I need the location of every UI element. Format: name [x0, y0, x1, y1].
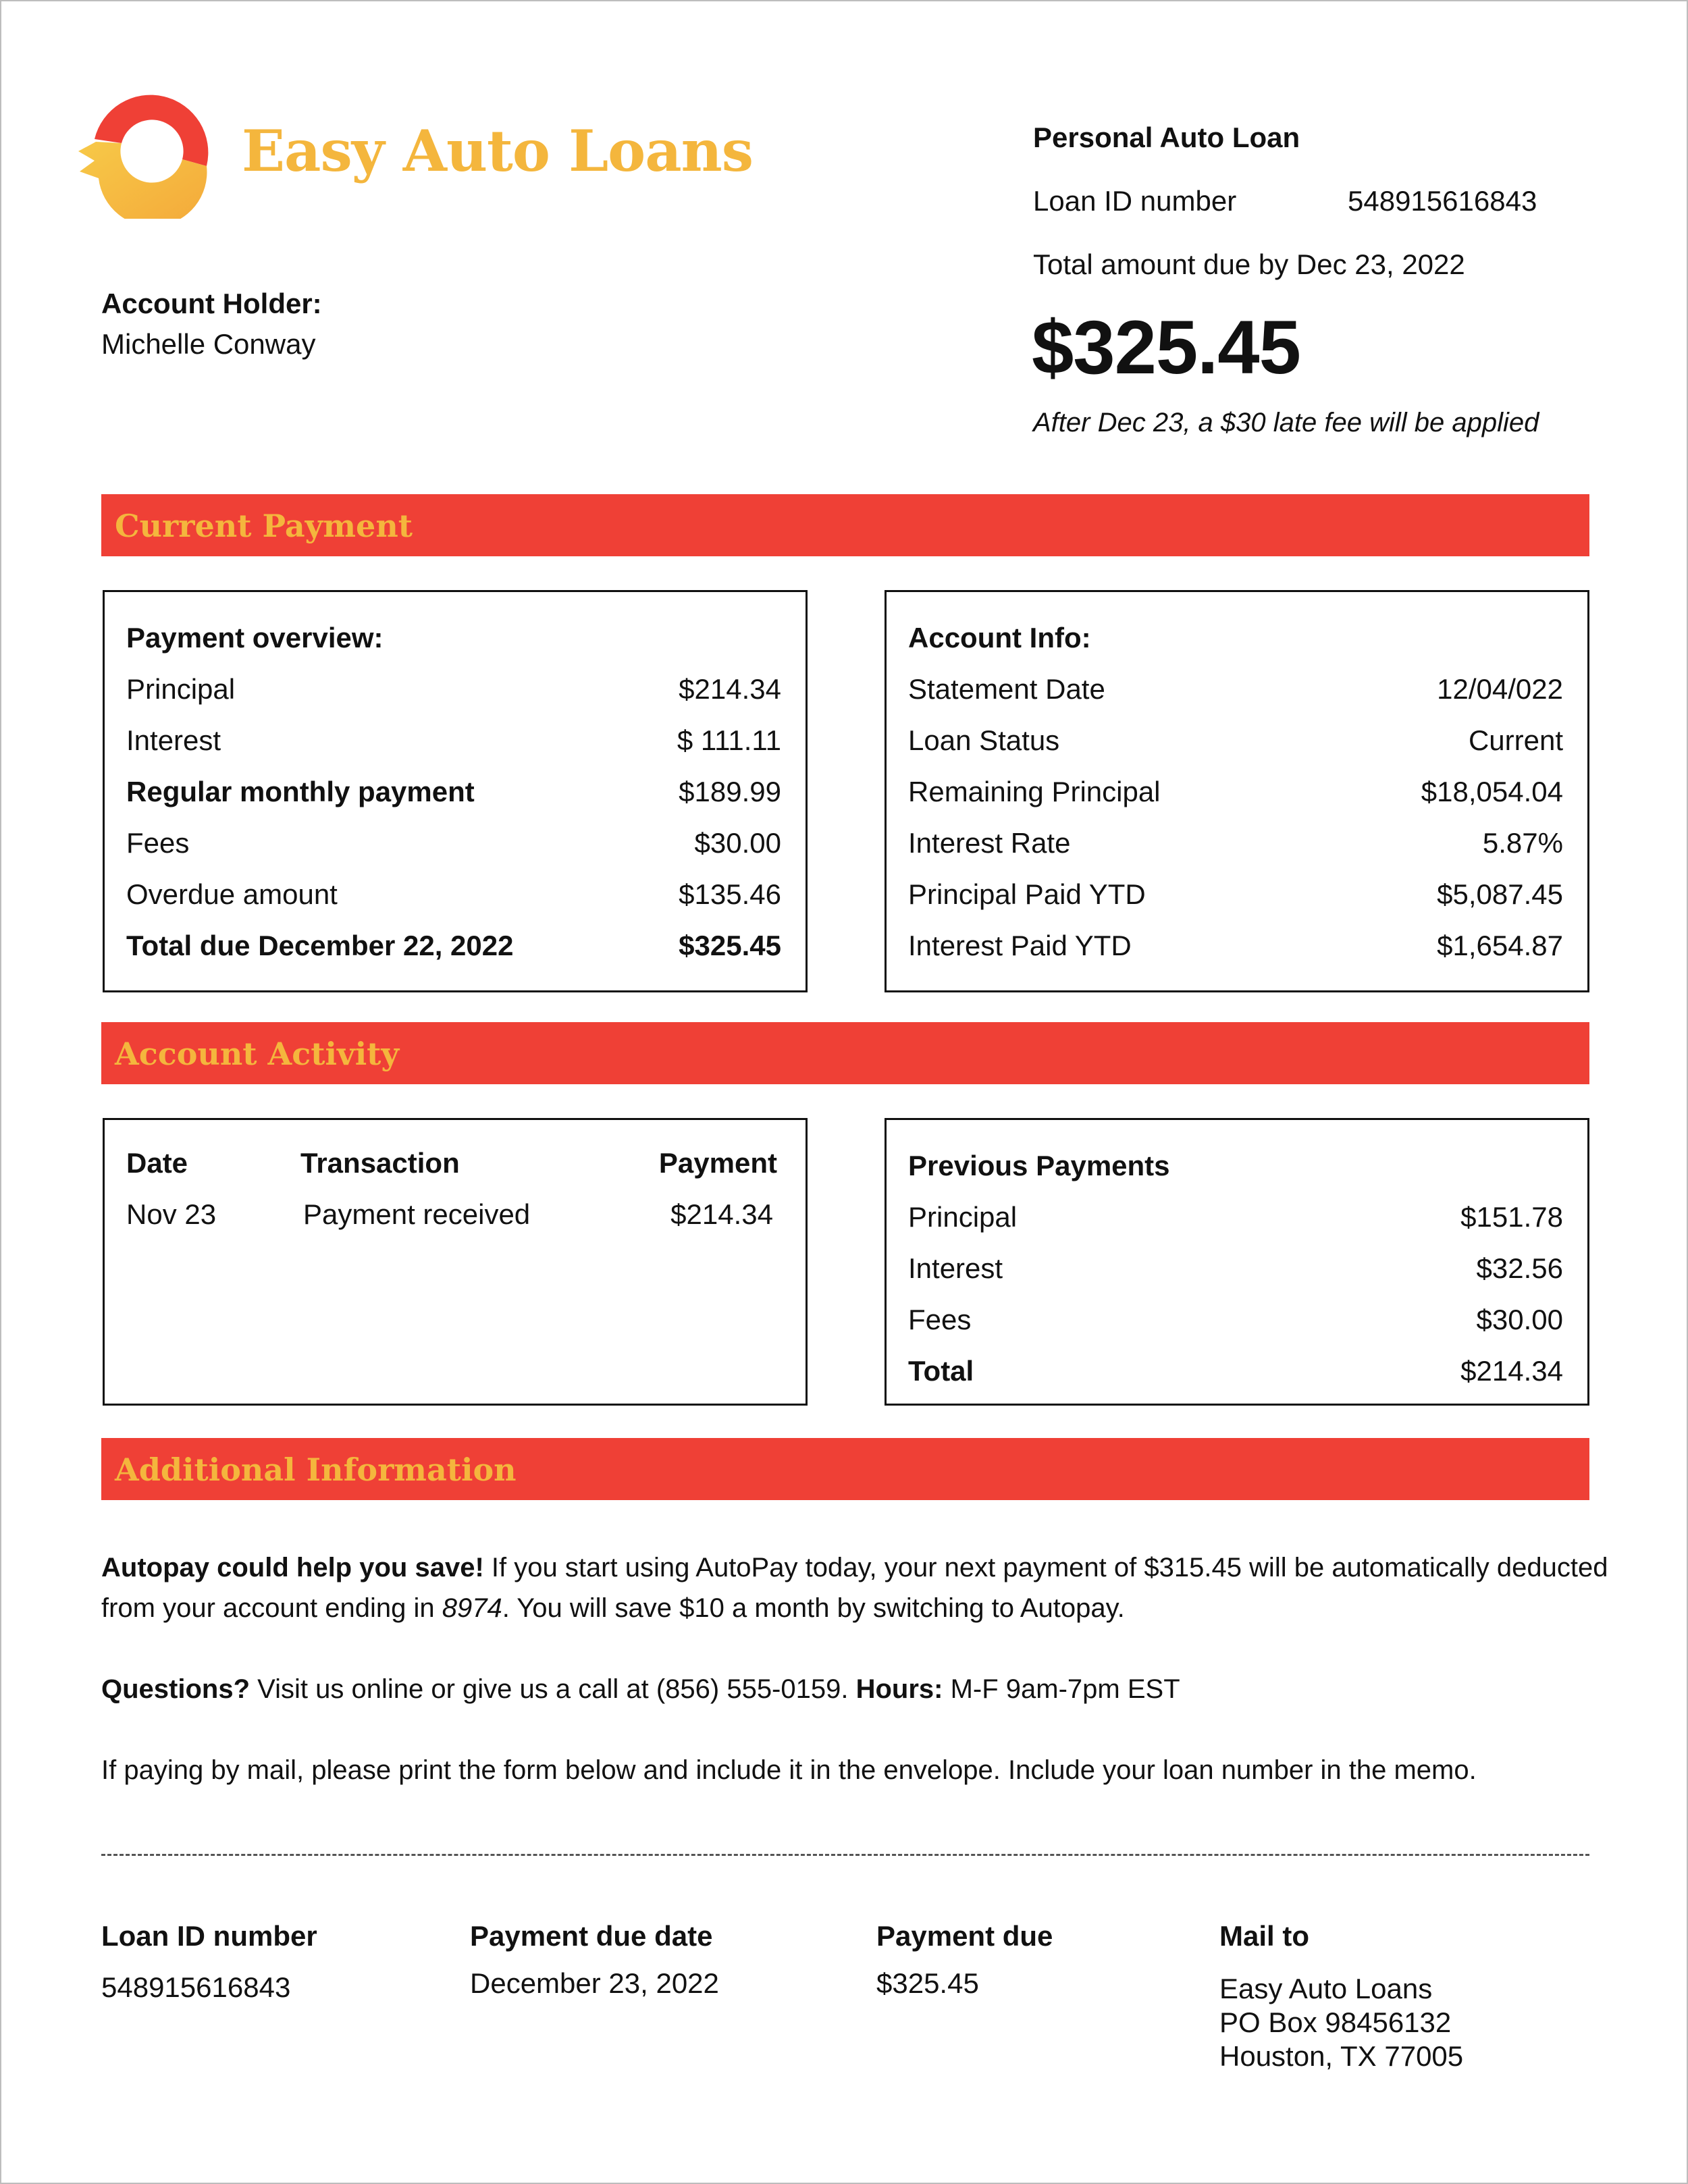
loan-id-label: Loan ID number	[1033, 185, 1237, 217]
box-title: Previous Payments	[908, 1150, 1170, 1181]
box-title: Payment overview:	[126, 622, 384, 654]
box-title: Account Info:	[908, 622, 1091, 654]
list-item: Interest $ 111.11	[126, 724, 781, 756]
column-header-transaction: Transaction	[300, 1147, 460, 1179]
list-item: Fees $30.00	[908, 1304, 1563, 1335]
list-item: Interest $32.56	[908, 1252, 1563, 1284]
section-title: Account Activity	[115, 1036, 400, 1072]
activity-date: Nov 23	[126, 1198, 217, 1230]
remit-mail-address-line2: PO Box 98456132	[1219, 2006, 1452, 2038]
remit-loan-id-label: Loan ID number	[101, 1920, 317, 1952]
remit-due-date: December 23, 2022	[470, 1967, 719, 1999]
section-bar-additional-info	[101, 1438, 1589, 1500]
total-row: Total due December 22, 2022 $325.45	[126, 930, 781, 961]
questions-paragraph: Questions? Visit us online or give us a call at (856) 555-0159. Hours: M-F 9am-7pm EST	[101, 1674, 1180, 1704]
list-item: Principal Paid YTD $5,087.45	[908, 878, 1563, 910]
cut-line-divider	[101, 1854, 1589, 1856]
activity-payment: $214.34	[670, 1198, 773, 1230]
list-item: Loan Status Current	[908, 724, 1563, 756]
amount-due-label: Total amount due by Dec 23, 2022	[1033, 248, 1465, 280]
payment-overview-box	[103, 590, 808, 992]
list-item: Regular monthly payment $189.99	[126, 776, 781, 807]
remit-mail-to-label: Mail to	[1219, 1920, 1309, 1952]
remit-payment-due-label: Payment due	[876, 1920, 1053, 1952]
list-item: Interest Rate 5.87%	[908, 827, 1563, 859]
section-bar-account-activity	[101, 1022, 1589, 1084]
previous-payments-box	[885, 1118, 1589, 1406]
statement-title: Personal Auto Loan	[1033, 122, 1300, 153]
account-holder-name: Michelle Conway	[101, 328, 316, 360]
column-header-payment: Payment	[658, 1147, 777, 1179]
section-bar-current-payment	[101, 494, 1589, 556]
list-item: Statement Date 12/04/022	[908, 673, 1563, 705]
list-item: Principal $214.34	[126, 673, 781, 705]
autopay-paragraph: Autopay could help you save! If you start using AutoPay today, your next payment of $315.45 will be automatically deducted from your account ending in 8974. You will save $10 a month by switching to Autopay.	[101, 1553, 1608, 1623]
remit-loan-id: 548915616843	[101, 1971, 291, 2003]
remit-due-date-label: Payment due date	[470, 1920, 713, 1952]
remit-payment-due: $325.45	[876, 1967, 979, 1999]
remit-mail-address-line1: Easy Auto Loans	[1219, 1973, 1433, 2004]
section-title: Current Payment	[115, 508, 413, 544]
total-row: Total $214.34	[908, 1355, 1563, 1387]
swirl-logo-icon	[74, 77, 223, 219]
remit-mail-address-line3: Houston, TX 77005	[1219, 2040, 1464, 2072]
list-item: Interest Paid YTD $1,654.87	[908, 930, 1563, 961]
list-item: Overdue amount $135.46	[126, 878, 781, 910]
list-item: Principal $151.78	[908, 1201, 1563, 1233]
brand-name: Easy Auto Loans	[242, 117, 753, 184]
activity-transaction: Payment received	[303, 1198, 531, 1230]
amount-due-value: $325.45	[1032, 305, 1300, 390]
list-item: Fees $30.00	[126, 827, 781, 859]
account-holder-label: Account Holder:	[101, 288, 322, 319]
column-header-date: Date	[126, 1147, 188, 1179]
late-fee-note: After Dec 23, a $30 late fee will be applied	[1033, 408, 1539, 437]
activity-box	[103, 1118, 808, 1406]
list-item: Remaining Principal $18,054.04	[908, 776, 1563, 807]
section-title: Additional Information	[115, 1451, 517, 1488]
mail-instructions: If paying by mail, please print the form below and include it in the envelope. Include your loan number in the memo.	[101, 1755, 1477, 1785]
loan-id-value: 548915616843	[1348, 185, 1537, 217]
account-info-box	[885, 590, 1589, 992]
